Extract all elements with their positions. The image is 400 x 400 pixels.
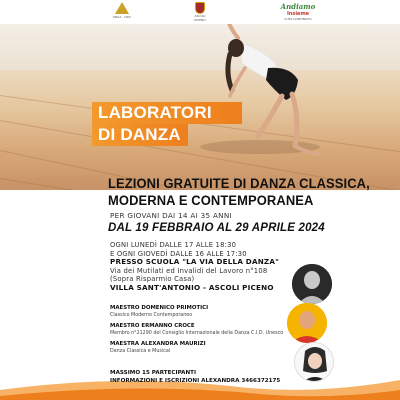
logo-center [193,2,207,20]
portrait-primotici [292,264,332,304]
title-line-2: DI DANZA [92,124,188,146]
triangle-logo-icon [115,2,129,14]
venue-city: VILLA SANT'ANTONIO - ASCOLI PICENO [110,282,274,292]
logo-bar [0,0,400,24]
venue-address: Via dei Mutilati ed Invalidi del Lavoro n°108 [110,266,268,275]
contact-info: INFORMAZIONI E ISCRIZIONI ALEXANDRA 3466372175 [110,378,281,384]
date-range: DAL 19 FEBBRAIO AL 29 APRILE 2024 [108,222,325,234]
teacher-name: MAESTRO ERMANNO CROCE [110,323,195,329]
teacher-desc: Membro n°21290 del Consiglio Internazionale della Danza C.I.D. Unesco [110,331,284,336]
schedule-line-1: OGNI LUNEDÌ DALLE 17 ALLE 18:30 [110,241,237,249]
subtitle-line-1: LEZIONI GRATUITE DI DANZA CLASSICA, [108,176,370,191]
subtitle-line-2: MODERNA E CONTEMPORANEA [108,193,314,208]
footer-text [110,369,280,385]
teacher-desc: Classico Moderno Contemporaneo [110,313,193,318]
city-crest-icon [195,2,205,14]
teacher-list [110,305,290,359]
logo-right-caption: CUSS CONTINUITÀ [284,17,312,21]
hero-photo [0,0,400,190]
teacher-name: MAESTRA ALEXANDRA MAURIZI [110,341,206,347]
teacher-item [110,341,290,354]
teacher-desc: Danza Classica e Musical [110,349,171,354]
max-participants: MASSIMO 15 PARTECIPANTI [110,370,197,376]
age-range: PER GIOVANI DAI 14 AI 35 ANNI [110,211,232,220]
logo-right [280,2,316,24]
teacher-item [110,323,290,336]
schedule-line-2: E OGNI GIOVEDÌ DALLE 16 ALLE 17:30 [110,249,247,258]
subtitle [108,175,386,209]
teacher-item [110,305,290,318]
logo-left-caption: DRCA · DDV [113,15,131,19]
logo-right-tag: Insieme [286,11,310,17]
portrait-croce [287,303,327,343]
venue-name: PRESSO SCUOLA "LA VIA DELLA DANZA" [110,257,280,267]
venue-note: (Sopra Risparmio Casa) [110,275,195,284]
logo-left [112,2,132,19]
logo-center-caption: ASCOLI PICENO [194,14,206,22]
title-banner [92,102,242,148]
teacher-name: MAESTRO DOMENICO PRIMOTICI [110,305,209,311]
logo-right-brand: Andiamo [280,2,316,11]
title-line-1: LABORATORI [92,102,242,124]
